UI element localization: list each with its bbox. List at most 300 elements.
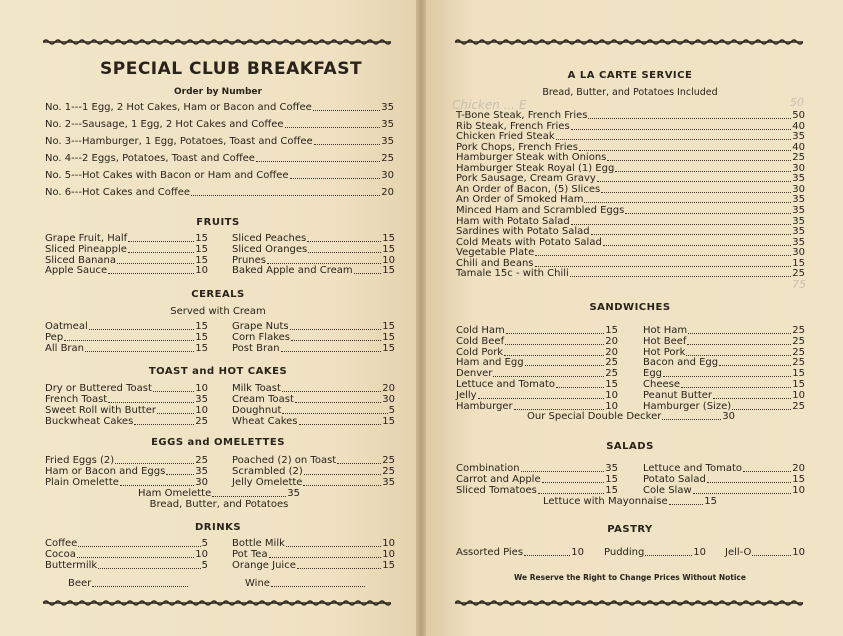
menu-item	[45, 233, 208, 244]
item-name: Fried Eggs (2)	[45, 455, 115, 466]
item-price: 20	[605, 346, 618, 358]
dot-leader	[525, 365, 605, 366]
menu-item	[456, 163, 805, 174]
dot-leader	[687, 344, 791, 345]
mayo-row: Lettuce with Mayonnaise 15	[543, 496, 717, 507]
item-name: T-Bone Steak, French Fries	[456, 110, 588, 121]
menu-item	[45, 321, 208, 332]
dot-leader	[89, 329, 195, 330]
dot-leader	[304, 474, 381, 475]
dot-leader	[615, 171, 791, 172]
menu-item	[45, 332, 208, 343]
item-price: 5	[201, 560, 208, 571]
item-name: Ham or Bacon and Eggs	[45, 466, 166, 477]
dot-leader	[514, 409, 605, 410]
dot-leader	[290, 329, 382, 330]
menu-item	[45, 170, 394, 181]
item-price: 35	[195, 466, 208, 477]
item-name: Hot Beef	[643, 335, 687, 347]
menu-item	[456, 325, 618, 336]
menu-item	[232, 343, 395, 354]
dot-leader	[681, 387, 791, 388]
item-price: 15	[382, 342, 395, 354]
dot-leader	[108, 402, 194, 403]
item-price: 20	[382, 383, 395, 394]
item-name: Cole Slaw	[643, 485, 692, 496]
item-name: Assorted Pies	[456, 547, 524, 558]
item-price: 35	[792, 173, 805, 185]
dot-leader	[166, 474, 194, 475]
faded-price: 50	[790, 96, 804, 109]
item-name: Jell-O	[725, 547, 752, 558]
dot-leader	[295, 402, 381, 403]
dot-leader	[85, 351, 194, 352]
item-name: Pork Sausage, Cream Gravy	[456, 173, 596, 185]
item-price: 20	[792, 463, 805, 474]
menu-item	[456, 357, 618, 368]
item-name: Cold Pork	[456, 346, 504, 358]
menu-item	[643, 474, 805, 485]
item-price: 15	[195, 331, 208, 343]
menu-item	[45, 549, 208, 560]
dot-leader	[269, 557, 382, 558]
item-name: No. 2---Sausage, 1 Egg, 2 Hot Cakes and Coffee	[45, 119, 284, 130]
menu-item	[45, 244, 208, 255]
item-name: Combination	[456, 463, 520, 474]
item-price: 10	[605, 389, 618, 401]
item-price: 10	[195, 549, 208, 560]
menu-item	[45, 466, 208, 477]
item-price: 25	[792, 268, 805, 280]
menu-item	[232, 416, 395, 427]
menu-item	[456, 268, 805, 279]
item-price: 25	[382, 455, 395, 466]
dot-leader	[535, 255, 791, 256]
menu-item	[45, 394, 208, 405]
item-price: 20	[605, 335, 618, 347]
menu-item	[643, 485, 805, 496]
dot-leader	[78, 546, 200, 547]
dot-leader	[134, 424, 194, 425]
pastry-heading: PASTRY	[607, 524, 653, 535]
dot-leader	[115, 463, 194, 464]
alacarte-heading: A LA CARTE SERVICE	[567, 70, 693, 81]
salads-heading: SALADS	[606, 441, 654, 452]
dot-leader	[752, 555, 791, 556]
item-price: 10	[382, 538, 395, 549]
dot-leader	[157, 413, 194, 414]
item-name: Chili and Beans	[456, 257, 534, 269]
item-price: 25	[605, 368, 618, 380]
wave-ornament	[43, 37, 391, 47]
dot-leader	[128, 241, 194, 242]
dot-leader	[285, 127, 381, 128]
item-name: Cheese	[643, 379, 680, 390]
dot-leader	[297, 568, 381, 569]
item-price: 35	[792, 194, 805, 206]
dot-leader	[120, 485, 194, 486]
dot-leader	[291, 340, 381, 341]
menu-item	[456, 152, 805, 163]
item-price: 40	[792, 141, 805, 153]
item-price: 10	[605, 400, 618, 412]
dot-leader	[571, 224, 792, 225]
breakfast-subtitle: Order by Number	[174, 87, 262, 97]
menu-item	[456, 485, 618, 496]
menu-item	[456, 401, 618, 412]
menu-item	[45, 383, 208, 394]
ham-omelette-row: Ham Omelette 35	[138, 488, 300, 499]
dot-leader	[299, 424, 382, 425]
item-price: 10	[195, 405, 208, 416]
dot-leader	[493, 376, 604, 377]
item-price: 10	[693, 547, 706, 558]
item-name: Potato Salad	[643, 474, 706, 485]
item-name: Sliced Oranges	[232, 243, 308, 255]
dot-leader	[98, 568, 200, 569]
menu-item	[232, 233, 395, 244]
item-price: 10	[792, 547, 805, 558]
item-name: Rib Steak, French Fries	[456, 120, 570, 132]
menu-item	[232, 265, 395, 276]
dot-leader	[281, 351, 382, 352]
item-name: Carrot and Apple	[456, 474, 541, 485]
wine-row: Wine	[245, 578, 366, 589]
dot-leader	[707, 482, 791, 483]
item-name: Doughnut	[232, 405, 282, 416]
menu-item	[45, 455, 208, 466]
item-name: Ham and Egg	[456, 357, 524, 369]
dot-leader	[732, 409, 791, 410]
dot-leader	[588, 118, 791, 119]
dot-leader	[688, 333, 791, 334]
dot-leader	[743, 471, 791, 472]
item-name: Bottle Milk	[232, 538, 285, 549]
dot-leader	[191, 195, 380, 196]
menu-item	[45, 538, 208, 549]
item-price: 5	[201, 538, 208, 549]
top-border-right	[455, 37, 803, 47]
item-price: 25	[792, 335, 805, 347]
dot-leader	[307, 241, 381, 242]
drinks-heading: DRINKS	[194, 522, 242, 533]
item-name: Buttermilk	[45, 560, 98, 571]
dot-leader	[506, 333, 604, 334]
menu-item	[456, 474, 618, 485]
dot-leader	[314, 144, 381, 145]
menu-item	[45, 265, 208, 276]
item-price: 15	[792, 368, 805, 380]
item-price: 15	[605, 379, 618, 390]
menu-item	[232, 255, 395, 266]
item-price: 15	[195, 243, 208, 255]
menu-item	[643, 390, 805, 401]
item-name: Hamburger (Size)	[643, 400, 732, 412]
menu-item	[643, 368, 805, 379]
menu-item	[45, 477, 208, 488]
item-name: Cocoa	[45, 549, 76, 560]
item-name: Milk Toast	[232, 383, 281, 394]
item-price: 35	[792, 204, 805, 216]
item-price: 25	[382, 466, 395, 477]
menu-item	[456, 205, 805, 216]
item-price: 15	[382, 243, 395, 255]
dot-leader	[521, 471, 605, 472]
item-name: No. 6---Hot Cakes and Coffee	[45, 187, 191, 198]
item-name: Tamale 15c - with Chili	[456, 268, 569, 280]
dot-leader	[607, 160, 791, 161]
center-fold	[416, 0, 426, 636]
item-price: 25	[792, 400, 805, 412]
cereals-subheading: Served with Cream	[170, 306, 266, 317]
menu-item	[45, 405, 208, 416]
item-price: 15	[382, 233, 395, 244]
dot-leader	[504, 355, 604, 356]
dot-leader	[303, 485, 381, 486]
menu-item	[232, 477, 395, 488]
item-price: 25	[195, 416, 208, 427]
dot-leader	[719, 365, 791, 366]
menu-item	[456, 131, 805, 142]
item-name: Peanut Butter	[643, 389, 713, 401]
item-name: Oatmeal	[45, 321, 88, 332]
menu-item	[232, 560, 395, 571]
item-price: 15	[195, 233, 208, 244]
dot-leader	[713, 398, 791, 399]
beer-row: Beer	[68, 578, 189, 589]
item-name: Sardines with Potato Salad	[456, 226, 590, 238]
dot-leader	[77, 557, 194, 558]
menu-item	[45, 255, 208, 266]
dot-leader	[290, 178, 381, 179]
dot-leader	[313, 110, 380, 111]
eggs-heading: EGGS and OMELETTES	[151, 437, 285, 448]
menu-item	[456, 142, 805, 153]
item-price: 35	[382, 477, 395, 488]
dot-leader	[597, 181, 791, 182]
item-price: 25	[792, 346, 805, 358]
bottom-border-right	[455, 598, 803, 608]
item-price: 15	[195, 321, 208, 332]
item-price: 30	[381, 170, 394, 181]
item-price: 5	[388, 405, 395, 416]
menu-item	[232, 332, 395, 343]
item-name: Pot Tea	[232, 549, 268, 560]
item-name: Pork Chops, French Fries	[456, 141, 578, 153]
item-price: 25	[792, 152, 805, 164]
menu-item	[643, 357, 805, 368]
item-name: French Toast	[45, 394, 108, 405]
dot-leader	[584, 202, 791, 203]
item-name: No. 5---Hot Cakes with Bacon or Ham and Coffee	[45, 170, 289, 181]
dot-leader	[603, 245, 791, 246]
dot-leader	[601, 192, 791, 193]
menu-item	[456, 226, 805, 237]
item-name: Grape Nuts	[232, 321, 289, 332]
menu-item	[725, 547, 805, 558]
item-price: 15	[195, 254, 208, 266]
item-price: 15	[605, 474, 618, 485]
cereals-heading: CEREALS	[191, 289, 245, 300]
dot-leader	[686, 355, 791, 356]
menu-item	[456, 463, 618, 474]
wave-ornament	[455, 598, 803, 608]
item-name: Hot Pork	[643, 346, 686, 358]
menu-item	[456, 184, 805, 195]
menu-item	[456, 216, 805, 227]
item-name: Cold Ham	[456, 325, 505, 336]
item-price: 35	[792, 236, 805, 248]
dot-leader	[556, 139, 792, 140]
menu-item	[456, 390, 618, 401]
item-name: Hot Ham	[643, 325, 688, 336]
dot-leader	[542, 482, 605, 483]
eggs-note: Bread, Butter, and Potatoes	[149, 499, 289, 510]
menu-item	[456, 368, 618, 379]
item-name: No. 4---2 Eggs, Potatoes, Toast and Coffee	[45, 153, 255, 164]
item-price: 30	[792, 162, 805, 174]
item-name: Baked Apple and Cream	[232, 265, 353, 277]
menu-item	[643, 347, 805, 358]
item-name: Cold Beef	[456, 335, 505, 347]
menu-item	[45, 343, 208, 354]
item-name: Corn Flakes	[232, 331, 291, 343]
item-name: Sliced Banana	[45, 254, 117, 266]
dot-leader	[524, 555, 570, 556]
item-name: Cream Toast	[232, 394, 294, 405]
menu-item	[232, 455, 395, 466]
dot-leader	[591, 234, 792, 235]
item-price: 35	[792, 131, 805, 143]
menu-item	[45, 153, 394, 164]
menu-item	[643, 336, 805, 347]
item-name: No. 3---Hamburger, 1 Egg, Potatoes, Toast and Coffee	[45, 136, 313, 147]
item-price: 25	[195, 455, 208, 466]
wave-ornament	[455, 37, 803, 47]
top-border-left	[43, 37, 391, 47]
menu-item	[45, 119, 394, 130]
item-name: Ham with Potato Salad	[456, 215, 570, 227]
menu-item	[643, 401, 805, 412]
item-name: Prunes	[232, 254, 267, 266]
item-price: 15	[605, 325, 618, 336]
item-price: 10	[195, 383, 208, 394]
dot-leader	[64, 340, 194, 341]
item-name: Poached (2) on Toast	[232, 455, 337, 466]
dot-leader	[645, 555, 692, 556]
item-name: Buckwheat Cakes	[45, 416, 134, 427]
item-price: 50	[792, 110, 805, 121]
item-name: Pudding	[604, 547, 645, 558]
dot-leader	[282, 413, 387, 414]
item-price: 35	[792, 215, 805, 227]
item-name: Hamburger Steak Royal (1) Egg	[456, 162, 615, 174]
item-price: 30	[792, 183, 805, 195]
item-name: All Bran	[45, 342, 85, 354]
menu-item	[232, 466, 395, 477]
item-price: 40	[792, 120, 805, 132]
menu-item	[456, 237, 805, 248]
double-decker-row: Our Special Double Decker 30	[527, 411, 735, 422]
faded-price-2: 75	[792, 278, 806, 291]
item-name: Wheat Cakes	[232, 416, 298, 427]
menu-item	[456, 194, 805, 205]
item-name: Apple Sauce	[45, 265, 108, 277]
item-price: 30	[792, 247, 805, 259]
item-price: 15	[792, 474, 805, 485]
dot-leader	[267, 263, 381, 264]
item-price: 15	[382, 560, 395, 571]
dot-leader	[153, 391, 194, 392]
item-name: An Order of Bacon, (5) Slices	[456, 183, 601, 195]
item-name: Vegetable Plate	[456, 247, 535, 259]
menu-item	[456, 247, 805, 258]
item-price: 10	[195, 265, 208, 277]
menu-item	[232, 321, 395, 332]
item-price: 10	[571, 547, 584, 558]
item-name: Egg	[643, 368, 663, 380]
item-name: Post Bran	[232, 342, 280, 354]
item-price: 35	[792, 226, 805, 238]
item-price: 15	[382, 331, 395, 343]
sandwiches-heading: SANDWICHES	[589, 302, 671, 313]
wave-ornament	[43, 598, 391, 608]
dot-leader	[282, 391, 381, 392]
item-price: 35	[605, 463, 618, 474]
menu-item	[456, 336, 618, 347]
item-name: Hamburger	[456, 400, 513, 412]
item-price: 15	[792, 379, 805, 390]
menu-item	[45, 102, 394, 113]
dot-leader	[571, 129, 792, 130]
menu-item	[45, 187, 394, 198]
bottom-border-left	[43, 598, 391, 608]
item-name: Jelly	[456, 389, 477, 401]
item-price: 35	[381, 119, 394, 130]
faded-handwriting: Chicken ... E	[452, 98, 527, 112]
item-price: 15	[195, 342, 208, 354]
item-name: Coffee	[45, 538, 78, 549]
item-price: 35	[381, 136, 394, 147]
breakfast-title: SPECIAL CLUB BREAKFAST	[100, 59, 363, 79]
item-name: Dry or Buttered Toast	[45, 383, 152, 394]
dot-leader	[693, 493, 792, 494]
dot-leader	[625, 213, 791, 214]
menu-item	[643, 325, 805, 336]
item-name: Lettuce and Tomato	[456, 379, 555, 390]
dot-leader	[117, 263, 194, 264]
item-price: 25	[605, 357, 618, 369]
dot-leader	[128, 252, 194, 253]
menu-item	[232, 538, 395, 549]
item-name: Chicken Fried Steak	[456, 131, 555, 143]
menu-item	[232, 383, 395, 394]
dot-leader	[663, 376, 791, 377]
menu-item	[45, 136, 394, 147]
item-price: 30	[382, 394, 395, 405]
item-name: Bacon and Egg	[643, 357, 719, 369]
item-name: Orange Juice	[232, 560, 296, 571]
item-name: Sliced Tomatoes	[456, 485, 537, 496]
menu-item	[456, 121, 805, 132]
menu-item	[456, 347, 618, 358]
item-name: No. 1---1 Egg, 2 Hot Cakes, Ham or Bacon and Coffee	[45, 102, 312, 113]
item-name: Hamburger Steak with Onions	[456, 152, 607, 164]
item-price: 15	[382, 265, 395, 277]
item-price: 15	[792, 257, 805, 269]
item-price: 30	[195, 477, 208, 488]
item-name: Cold Meats with Potato Salad	[456, 236, 602, 248]
